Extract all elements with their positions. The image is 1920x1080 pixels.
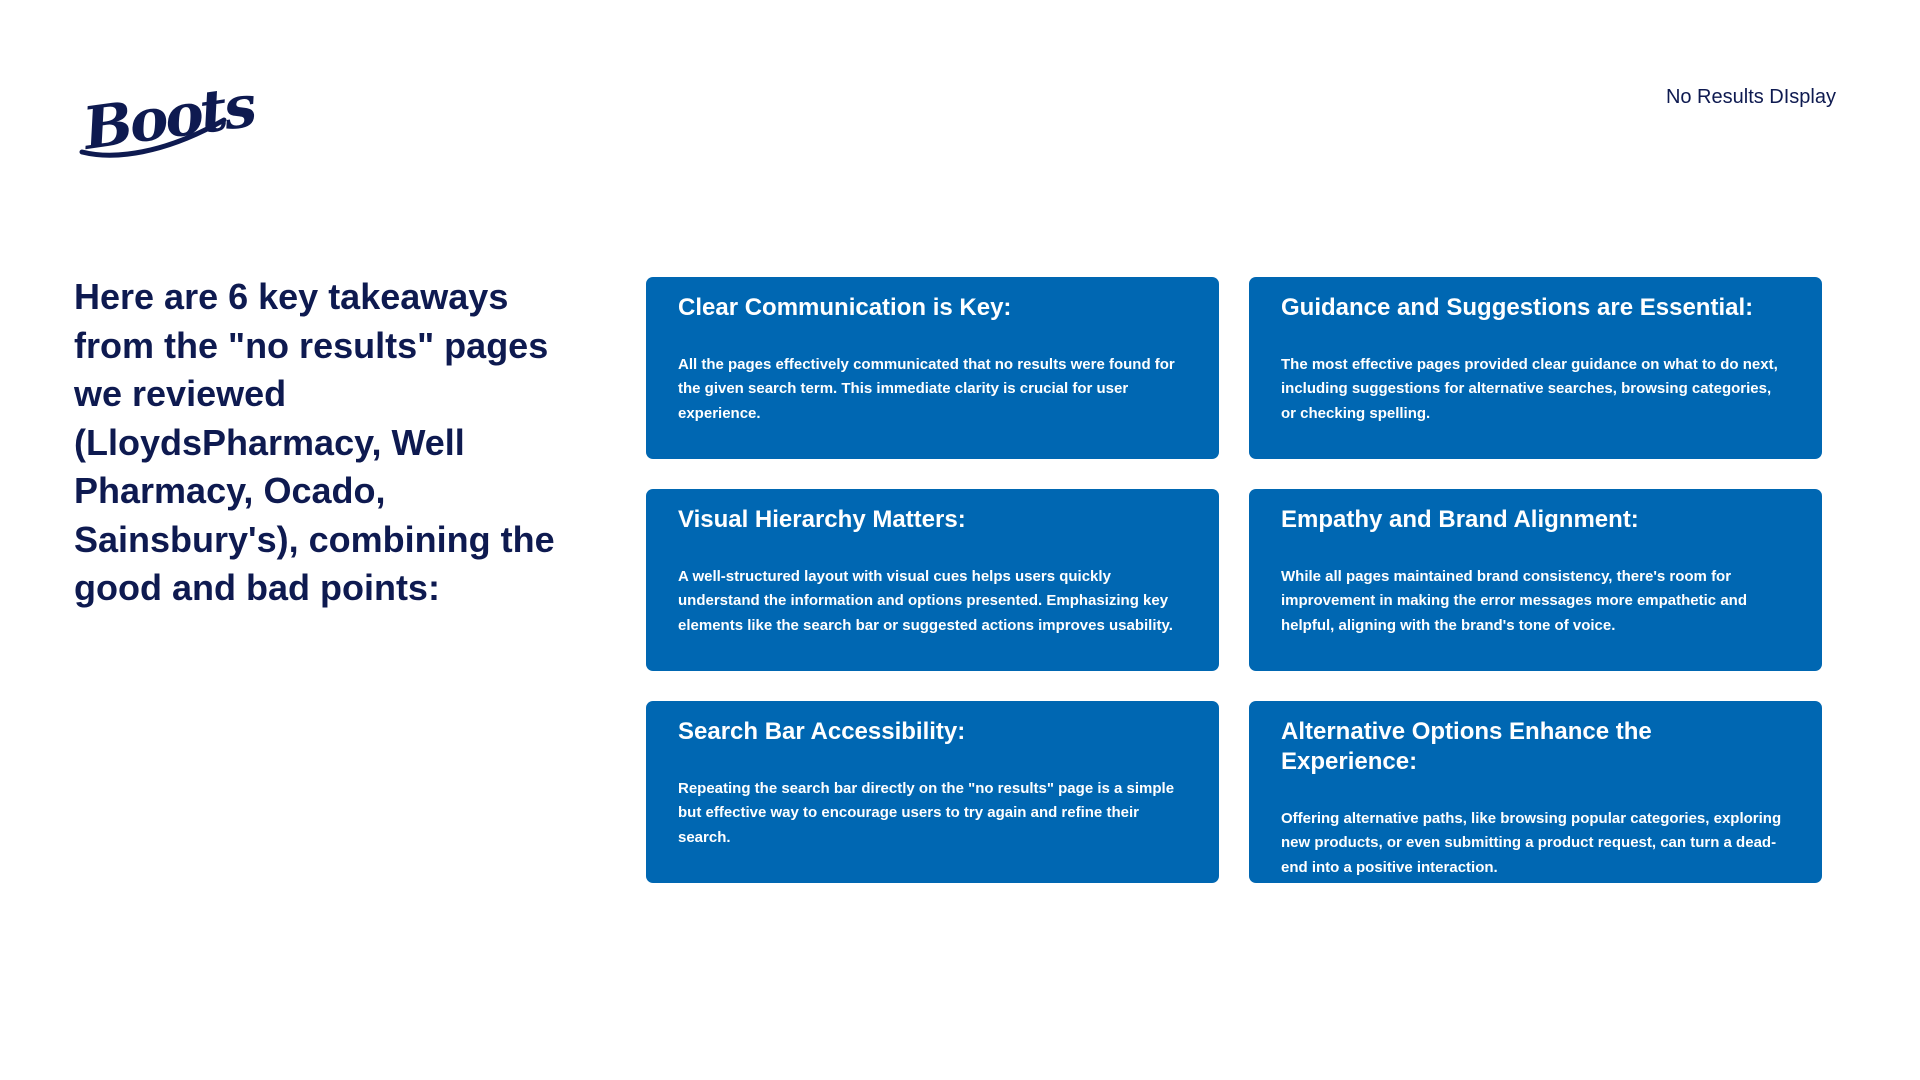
takeaway-title: Search Bar Accessibility: [678,718,966,745]
boots-logo-text: Boots [79,71,258,163]
takeaway-card [646,489,1219,671]
takeaways-grid [646,277,1822,883]
takeaway-card [1249,277,1822,459]
intro-heading: Here are 6 key takeaways from the "no results" pages we reviewed (LloydsPharmacy, Well Pharmacy, Ocado, Sainsbury's), combining the good and bad points: [74,276,555,608]
takeaway-body: The most effective pages provided clear guidance on what to do next, including suggestions for alternative searches, browsing categories, or checking spelling. [1281,356,1778,422]
takeaway-body: While all pages maintained brand consistency, there's room for improvement in making the error messages more empathetic and helpful, aligning with the brand's tone of voice. [1281,568,1747,634]
boots-logo-graphic [74,71,258,166]
takeaway-card [1249,489,1822,671]
takeaway-title: Alternative Options Enhance the Experience: [1281,718,1652,775]
takeaway-body: Offering alternative paths, like browsing popular categories, exploring new products, or even submitting a product request, can turn a dead-end into a positive interaction. [1281,810,1782,876]
takeaway-title: Visual Hierarchy Matters: [678,506,966,533]
takeaway-title: Empathy and Brand Alignment: [1281,506,1639,533]
takeaway-body: A well-structured layout with visual cues helps users quickly understand the information and options presented. Emphasizing key elements like the search bar or suggested actions improves usability. [678,568,1173,634]
takeaway-card [646,277,1219,459]
takeaway-body: All the pages effectively communicated that no results were found for the given search term. This immediate clarity is crucial for user experience. [678,356,1175,422]
takeaway-card [1249,701,1822,883]
takeaway-card [646,701,1219,883]
boots-logo [74,71,258,166]
takeaway-title: Guidance and Suggestions are Essential: [1281,294,1754,321]
takeaway-body: Repeating the search bar directly on the "no results" page is a simple but effective way to encourage users to try again and refine their search. [678,780,1175,846]
takeaway-title: Clear Communication is Key: [678,294,1012,321]
page-label: No Results DIsplay [1665,86,1836,108]
